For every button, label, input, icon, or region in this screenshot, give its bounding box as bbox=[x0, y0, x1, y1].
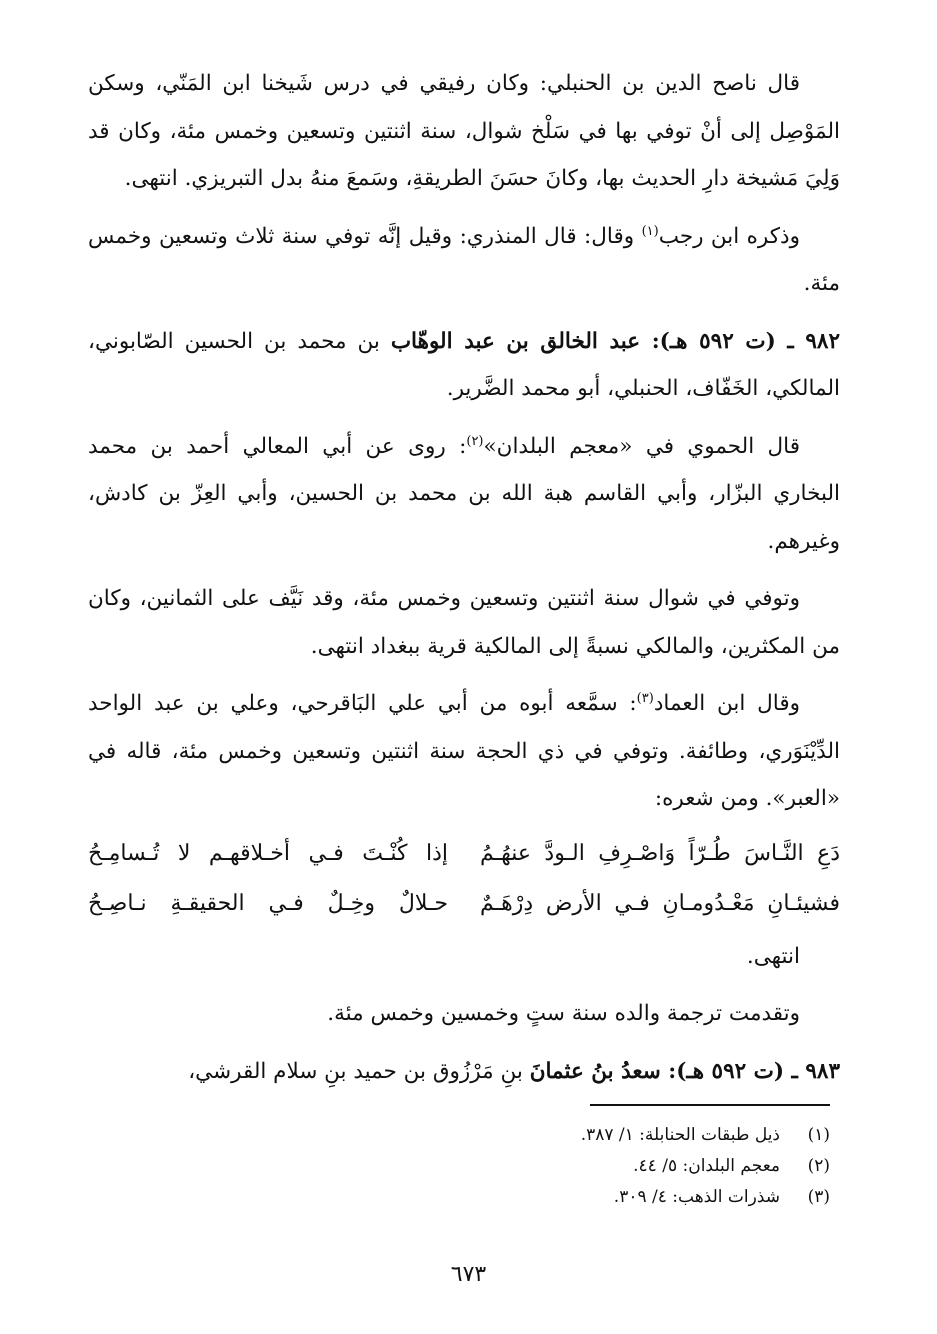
page-number: ٦٧٣ bbox=[450, 1262, 487, 1287]
paragraph-text: وتوفي في شوال سنة اثنتين وتسعين وخمس مئة، وقد نَيَّف على الثمانين، وكان من المكثرين، والمالكي نسبةً إلى المالكية قرية ببغداد انتهى. bbox=[88, 586, 840, 659]
paragraph-text: : روى عن أبي المعالي أحمد بن محمد البخاري البزّار، وأبي القاسم هبة الله بن محمد بن الحسين، وأبي العِزّ بن كادش، وغيرهم. bbox=[88, 433, 840, 554]
paragraph-text: وتقدمت ترجمة والده سنة ستٍ وخمسين وخمس مئة. bbox=[327, 1001, 800, 1026]
paragraph-father-note bbox=[88, 990, 840, 1038]
page-body bbox=[88, 60, 840, 1095]
paragraph-death bbox=[88, 575, 840, 670]
footnote-number: (١) bbox=[807, 1125, 830, 1145]
entry-heading: ٩٨٣ ـ (ت ٥٩٢ هـ): سعدُ بنُ عثمانَ bbox=[529, 1058, 840, 1084]
entry-983 bbox=[88, 1048, 840, 1096]
footnote-text: ذيل طبقات الحنابلة: ١/ ٣٨٧. bbox=[580, 1125, 780, 1145]
footnote-marker: (٣) bbox=[636, 690, 654, 706]
paragraph-nasih-al-din bbox=[88, 60, 840, 203]
poem-verse bbox=[88, 829, 840, 879]
paragraph-text: وقال: قال المنذري: وقيل إنَّه توفي سنة ثلاث وتسعين وخمس مئة. bbox=[88, 223, 840, 296]
poem-verse bbox=[88, 879, 840, 929]
footnote bbox=[230, 1182, 830, 1213]
footnote-number: (٣) bbox=[807, 1187, 830, 1207]
entry-heading: ٩٨٢ ـ (ت ٥٩٢ هـ): عبد الخالق بن عبد الوهّاب bbox=[390, 328, 841, 354]
footnote-text: معجم البلدان: ٥/ ٤٤. bbox=[633, 1156, 780, 1176]
entry-982 bbox=[88, 318, 840, 413]
poem-hemistich-first: دَعِ النَّـاسَ طُـرّاً وَاصْـرِفِ الـودَّ عنهُـمُ bbox=[480, 840, 840, 866]
paragraph-text: قال ناصح الدين بن الحنبلي: وكان رفيقي في درس شَيخنا ابن المَنّي، وسكن المَوْصِل إلى أنْ توفي بها في سَلْخ شوال، سنة اثنتين وتسعين وخمس مئة، وكان قد وَلِيَ مَشيخة دارِ الحديث بها، وكانَ حسَنَ الطريقةِ، وسَمعَ منهُ بدل التبريزي. انتهى. bbox=[88, 71, 840, 191]
footnote-number: (٢) bbox=[807, 1156, 830, 1176]
paragraph-ibn-al-imad bbox=[88, 680, 840, 823]
paragraph-text: وقال ابن العماد bbox=[653, 691, 800, 716]
footnote-text: شذرات الذهب: ٤/ ٣٠٩. bbox=[613, 1187, 780, 1207]
poem-hemistich-second: إذا كُنْـتَ فـي أخـلاقهـم لا تُـسامِـحُ bbox=[88, 840, 448, 866]
poem-hemistich-second: حـلالٌ وخِـلٌ فـي الحقيقـةِ نـاصِـحُ bbox=[88, 890, 448, 916]
footnote-marker: (١) bbox=[641, 223, 659, 239]
footnote bbox=[230, 1120, 830, 1151]
footnote-marker: (٢) bbox=[466, 433, 484, 449]
paragraph-end-quote bbox=[88, 933, 840, 981]
footnotes bbox=[230, 1120, 830, 1213]
paragraph-hamawi bbox=[88, 423, 840, 566]
entry-text: بنِ مَرْزُوق بن حميد بنِ سلام القرشي، bbox=[188, 1058, 530, 1084]
paragraph-text: انتهى. bbox=[746, 943, 800, 969]
paragraph-text: قال الحموي في «معجم البلدان» bbox=[483, 433, 800, 459]
footnote-divider bbox=[590, 1104, 830, 1106]
poem-hemistich-first: فشيئـانِ مَعْـدُومـانِ فـي الأرض دِرْهَـمٌ bbox=[480, 890, 840, 916]
footnote bbox=[230, 1151, 830, 1182]
poem bbox=[88, 829, 840, 929]
paragraph-ibn-rajab bbox=[88, 213, 840, 308]
entry-text: بن محمد بن الحسين الصّابوني، المالكي، الخَفّاف، الحنبلي، أبو محمد الضَّرير. bbox=[88, 328, 840, 401]
paragraph-text: وذكره ابن رجب bbox=[658, 223, 800, 249]
paragraph-text: : سمَّعه أبوه من أبي علي البَاقرحي، وعلي بن عبد الواحد الدِّيْنَوَري، وطائفة. وتوفي في ذي الحجة سنة اثنتين وتسعين وخمس مئة، قاله في «العبر». ومن شعره: bbox=[88, 691, 840, 811]
